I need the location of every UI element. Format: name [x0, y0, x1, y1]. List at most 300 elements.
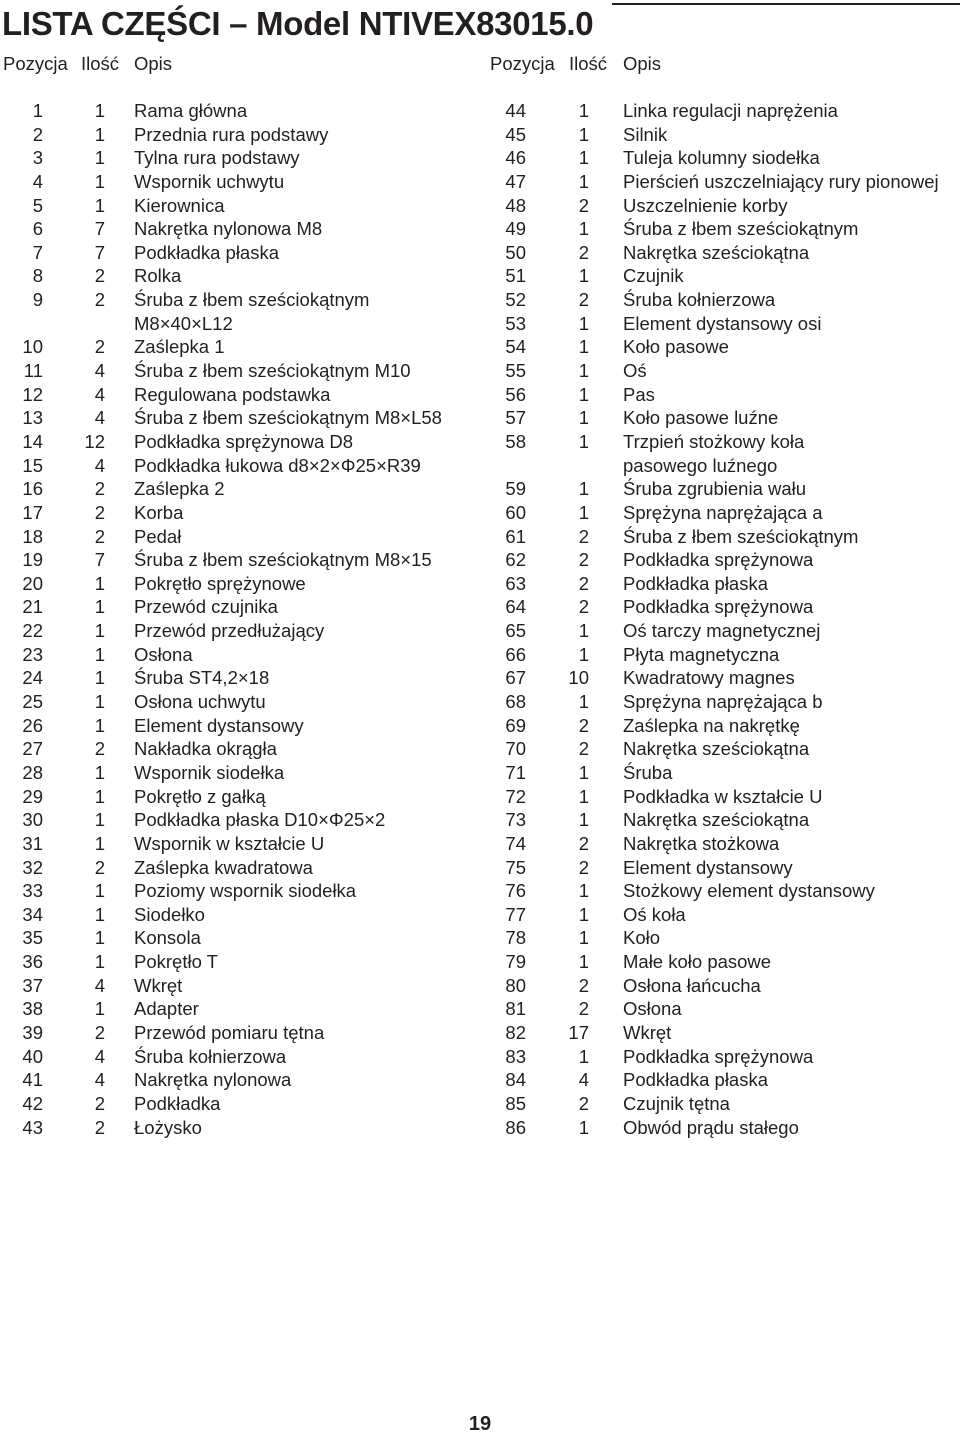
- part-description: Zaślepka na nakrętkę: [623, 714, 800, 736]
- part-description: Śruba z łbem sześciokątnym: [623, 218, 859, 240]
- part-quantity: 1: [94, 714, 105, 736]
- part-quantity: 1: [578, 147, 589, 169]
- part-quantity: 2: [578, 289, 589, 311]
- part-row: [0, 548, 480, 572]
- part-quantity: 1: [94, 170, 105, 192]
- part-position: 15: [22, 454, 43, 476]
- part-row: [490, 194, 960, 218]
- part-quantity: 7: [94, 218, 105, 240]
- part-quantity: 1: [94, 691, 105, 713]
- part-row: [490, 312, 960, 336]
- part-quantity: 4: [94, 383, 105, 405]
- part-quantity: 12: [84, 430, 105, 452]
- part-description: Przewód czujnika: [134, 596, 278, 618]
- part-quantity: 1: [94, 667, 105, 689]
- part-quantity: 1: [578, 903, 589, 925]
- part-quantity: 1: [94, 643, 105, 665]
- part-position: 46: [505, 147, 526, 169]
- part-description: Podkładka: [134, 1092, 221, 1114]
- part-row: [490, 525, 960, 549]
- part-quantity: 1: [578, 643, 589, 665]
- part-quantity: 1: [578, 761, 589, 783]
- part-position: 34: [22, 903, 43, 925]
- part-description: Nakrętka sześciokątna: [623, 738, 810, 760]
- part-position: 40: [22, 1045, 43, 1067]
- header-quantity: Ilość: [81, 53, 120, 74]
- part-description: Przednia rura podstawy: [134, 123, 329, 145]
- part-quantity: 17: [568, 1021, 589, 1043]
- part-description: M8×40×L12: [134, 312, 233, 334]
- part-position: 86: [505, 1116, 526, 1138]
- part-position: 6: [32, 218, 43, 240]
- part-position: 9: [32, 289, 43, 311]
- part-position: 30: [22, 809, 43, 831]
- part-quantity: 2: [94, 265, 105, 287]
- part-row: [0, 383, 480, 407]
- top-rule: [612, 3, 960, 5]
- part-description: Oś: [623, 360, 647, 382]
- page-number: 19: [468, 1413, 492, 1435]
- part-row: [0, 1021, 480, 1045]
- part-description: Siodełko: [134, 903, 205, 925]
- part-row: [0, 359, 480, 383]
- part-position: 12: [22, 383, 43, 405]
- part-position: 19: [22, 549, 43, 571]
- part-description: Sprężyna naprężająca a: [623, 501, 823, 523]
- part-row: [490, 1092, 960, 1116]
- part-position: 81: [505, 998, 526, 1020]
- part-row: [0, 619, 480, 643]
- part-quantity: 1: [578, 620, 589, 642]
- part-quantity: 1: [578, 1116, 589, 1138]
- part-description: Regulowana podstawka: [134, 383, 331, 405]
- part-row: [490, 288, 960, 312]
- parts-column-right: [490, 52, 960, 1139]
- part-description: Wkręt: [134, 974, 183, 996]
- part-description: Uszczelnienie korby: [623, 194, 788, 216]
- part-position: 66: [505, 643, 526, 665]
- part-description: Czujnik: [623, 265, 684, 287]
- part-description: Pierścień uszczelniający rury pionowej: [623, 170, 939, 192]
- part-position: 77: [505, 903, 526, 925]
- part-quantity: 1: [94, 880, 105, 902]
- part-position: 5: [32, 194, 43, 216]
- part-row: [0, 241, 480, 265]
- part-position: 38: [22, 998, 43, 1020]
- part-quantity: 1: [578, 100, 589, 121]
- part-description: Podkładka płaska D10×Φ25×2: [134, 809, 386, 831]
- part-description: Pokrętło z gałką: [134, 785, 266, 807]
- part-description: Wspornik w kształcie U: [134, 832, 325, 854]
- part-position: 42: [22, 1092, 43, 1114]
- part-description: Śruba z łbem sześciokątnym: [134, 289, 370, 311]
- part-description: Koło pasowe luźne: [623, 407, 779, 429]
- part-quantity: 2: [578, 1092, 589, 1114]
- part-position: 84: [505, 1069, 526, 1091]
- part-description: Przewód pomiaru tętna: [134, 1021, 325, 1043]
- part-description: Śruba: [623, 761, 673, 783]
- part-row: [0, 690, 480, 714]
- part-quantity: 1: [578, 407, 589, 429]
- part-quantity: 2: [94, 1092, 105, 1114]
- part-row: [490, 997, 960, 1021]
- part-description: Pokrętło T: [134, 951, 218, 973]
- part-description: Pokrętło sprężynowe: [134, 572, 306, 594]
- part-position: 17: [22, 501, 43, 523]
- part-quantity: 4: [94, 407, 105, 429]
- part-row: [0, 997, 480, 1021]
- part-quantity: 2: [578, 832, 589, 854]
- part-description: Śruba kołnierzowa: [623, 289, 776, 311]
- part-position: 8: [32, 265, 43, 287]
- part-quantity: 2: [94, 478, 105, 500]
- part-description: Małe koło pasowe: [623, 951, 772, 973]
- part-position: 70: [505, 738, 526, 760]
- part-description: Śruba ST4,2×18: [134, 667, 270, 689]
- part-description: Koło: [623, 927, 661, 949]
- part-position: 31: [22, 832, 43, 854]
- part-description: Rolka: [134, 265, 182, 287]
- part-position: 20: [22, 572, 43, 594]
- part-description: Czujnik tętna: [623, 1092, 730, 1114]
- part-row: [0, 123, 480, 147]
- part-position: 23: [22, 643, 43, 665]
- part-row: [0, 903, 480, 927]
- part-row: [0, 477, 480, 501]
- part-position: 68: [505, 691, 526, 713]
- part-row: [490, 974, 960, 998]
- part-description: Element dystansowy: [134, 714, 304, 736]
- column-header: [490, 52, 960, 76]
- part-description: Poziomy wspornik siodełka: [134, 880, 357, 902]
- part-row: [490, 808, 960, 832]
- part-row: [490, 856, 960, 880]
- part-quantity: 4: [94, 454, 105, 476]
- part-position: 82: [505, 1021, 526, 1043]
- part-row: [490, 1116, 960, 1140]
- part-quantity: 2: [94, 1116, 105, 1138]
- header-description: Opis: [134, 53, 173, 74]
- part-row: [0, 856, 480, 880]
- part-row: [490, 264, 960, 288]
- part-row: [490, 241, 960, 265]
- part-position: 58: [505, 430, 526, 452]
- part-row: [0, 737, 480, 761]
- part-position: 72: [505, 785, 526, 807]
- part-quantity: 1: [94, 761, 105, 783]
- part-description: Osłona uchwytu: [134, 691, 266, 713]
- parts-list-left: [0, 99, 480, 1139]
- part-row: [0, 1068, 480, 1092]
- part-quantity: 1: [578, 691, 589, 713]
- part-row: [490, 454, 960, 478]
- part-quantity: 4: [94, 1045, 105, 1067]
- part-quantity: 2: [578, 738, 589, 760]
- part-position: 79: [505, 951, 526, 973]
- part-quantity: 1: [578, 1045, 589, 1067]
- part-quantity: 1: [578, 785, 589, 807]
- part-description: Kierownica: [134, 194, 225, 216]
- part-quantity: 2: [578, 974, 589, 996]
- part-position: 21: [22, 596, 43, 618]
- part-position: 26: [22, 714, 43, 736]
- part-quantity: 1: [578, 312, 589, 334]
- part-description: Podkładka łukowa d8×2×Φ25×R39: [134, 454, 421, 476]
- part-row: [490, 501, 960, 525]
- part-position: 7: [32, 241, 43, 263]
- part-row: [490, 99, 960, 123]
- part-quantity: 1: [578, 383, 589, 405]
- part-description: Stożkowy element dystansowy: [623, 880, 875, 902]
- part-position: 44: [505, 100, 526, 121]
- part-row: [490, 548, 960, 572]
- part-row: [0, 335, 480, 359]
- page-title: LISTA CZĘŚCI – Model NTIVEX83015.0: [2, 5, 594, 42]
- part-quantity: 2: [94, 856, 105, 878]
- part-description: Nakrętka stożkowa: [623, 832, 780, 854]
- part-row: [0, 1116, 480, 1140]
- part-row: [0, 406, 480, 430]
- part-position: 55: [505, 360, 526, 382]
- part-quantity: 2: [578, 998, 589, 1020]
- part-quantity: 2: [578, 549, 589, 571]
- part-description: Podkładka płaska: [623, 1069, 769, 1091]
- part-quantity: 1: [578, 501, 589, 523]
- part-description: Element dystansowy osi: [623, 312, 822, 334]
- part-quantity: 1: [94, 903, 105, 925]
- part-description: Podkładka w kształcie U: [623, 785, 823, 807]
- part-quantity: 2: [578, 194, 589, 216]
- part-description: Wspornik uchwytu: [134, 170, 285, 192]
- part-description: Podkładka sprężynowa: [623, 1045, 814, 1067]
- part-position: 47: [505, 170, 526, 192]
- part-quantity: 2: [94, 336, 105, 358]
- part-row: [490, 1068, 960, 1092]
- part-description: Pas: [623, 383, 655, 405]
- part-quantity: 10: [568, 667, 589, 689]
- part-description: Wspornik siodełka: [134, 761, 285, 783]
- part-position: 22: [22, 620, 43, 642]
- header-quantity: Ilość: [569, 53, 608, 74]
- part-row: [0, 643, 480, 667]
- part-description: pasowego luźnego: [623, 454, 778, 476]
- part-description: Śruba z łbem sześciokątnym M10: [134, 360, 411, 382]
- part-quantity: 2: [578, 525, 589, 547]
- part-quantity: 2: [94, 289, 105, 311]
- part-description: Kwadratowy magnes: [623, 667, 795, 689]
- part-position: 43: [22, 1116, 43, 1138]
- part-quantity: 7: [94, 241, 105, 263]
- part-quantity: 1: [94, 785, 105, 807]
- part-position: 32: [22, 856, 43, 878]
- part-position: 16: [22, 478, 43, 500]
- part-position: 49: [505, 218, 526, 240]
- part-row: [490, 123, 960, 147]
- part-position: 18: [22, 525, 43, 547]
- part-quantity: 1: [578, 951, 589, 973]
- header-position: Pozycja: [3, 53, 68, 74]
- part-row: [0, 926, 480, 950]
- part-quantity: 2: [94, 1021, 105, 1043]
- part-row: [0, 595, 480, 619]
- part-row: [490, 170, 960, 194]
- part-position: 61: [505, 525, 526, 547]
- part-description: Osłona: [623, 998, 682, 1020]
- part-description: Obwód prądu stałego: [623, 1116, 799, 1138]
- column-header: [0, 52, 480, 76]
- part-row: [0, 761, 480, 785]
- part-quantity: 1: [94, 809, 105, 831]
- part-quantity: 1: [578, 123, 589, 145]
- part-row: [490, 903, 960, 927]
- part-position: 51: [505, 265, 526, 287]
- part-row: [490, 146, 960, 170]
- part-position: 41: [22, 1069, 43, 1091]
- part-description: Zaślepka 2: [134, 478, 225, 500]
- part-position: 78: [505, 927, 526, 949]
- part-position: 65: [505, 620, 526, 642]
- part-row: [0, 430, 480, 454]
- part-quantity: 1: [578, 265, 589, 287]
- part-quantity: 1: [94, 832, 105, 854]
- part-position: 36: [22, 951, 43, 973]
- parts-column-left: [0, 52, 480, 1139]
- part-row: [490, 643, 960, 667]
- part-position: 24: [22, 667, 43, 689]
- part-description: Śruba z łbem sześciokątnym M8×L58: [134, 407, 442, 429]
- part-row: [0, 974, 480, 998]
- part-description: Konsola: [134, 927, 201, 949]
- part-description: Podkładka sprężynowa D8: [134, 430, 354, 452]
- part-position: 83: [505, 1045, 526, 1067]
- part-description: Nakrętka sześciokątna: [623, 809, 810, 831]
- part-quantity: 2: [94, 501, 105, 523]
- header-position: Pozycja: [490, 53, 555, 74]
- part-position: 75: [505, 856, 526, 878]
- part-description: Nakrętka nylonowa: [134, 1069, 292, 1091]
- part-row: [0, 572, 480, 596]
- part-quantity: 1: [94, 951, 105, 973]
- part-row: [490, 690, 960, 714]
- part-row: [0, 1092, 480, 1116]
- part-quantity: 1: [578, 336, 589, 358]
- part-description: Trzpień stożkowy koła: [623, 430, 805, 452]
- part-position: 29: [22, 785, 43, 807]
- part-position: 1: [32, 100, 43, 121]
- part-description: Śruba zgrubienia wału: [623, 478, 807, 500]
- part-position: 48: [505, 194, 526, 216]
- part-row: [490, 383, 960, 407]
- part-quantity: 1: [578, 927, 589, 949]
- part-quantity: 4: [94, 1069, 105, 1091]
- part-row: [0, 501, 480, 525]
- part-row: [0, 832, 480, 856]
- part-quantity: 2: [578, 596, 589, 618]
- part-row: [0, 146, 480, 170]
- part-quantity: 1: [94, 194, 105, 216]
- part-row: [0, 194, 480, 218]
- part-quantity: 1: [94, 927, 105, 949]
- part-position: 4: [32, 170, 43, 192]
- part-description: Zaślepka kwadratowa: [134, 856, 313, 878]
- part-position: 39: [22, 1021, 43, 1043]
- part-row: [0, 312, 480, 336]
- part-quantity: 1: [578, 880, 589, 902]
- part-description: Sprężyna naprężająca b: [623, 691, 823, 713]
- part-position: 85: [505, 1092, 526, 1114]
- part-position: 73: [505, 809, 526, 831]
- part-position: 71: [505, 761, 526, 783]
- part-position: 37: [22, 974, 43, 996]
- part-position: 14: [22, 430, 43, 452]
- part-description: Łożysko: [134, 1116, 202, 1138]
- header-description: Opis: [623, 53, 662, 74]
- part-row: [490, 950, 960, 974]
- part-description: Podkładka sprężynowa: [623, 549, 814, 571]
- part-position: 59: [505, 478, 526, 500]
- part-position: 11: [23, 360, 43, 382]
- part-description: Wkręt: [623, 1021, 672, 1043]
- part-position: 52: [505, 289, 526, 311]
- part-quantity: 2: [94, 738, 105, 760]
- part-row: [490, 761, 960, 785]
- part-position: 53: [505, 312, 526, 334]
- part-row: [490, 430, 960, 454]
- part-quantity: 2: [578, 241, 589, 263]
- part-description: Adapter: [134, 998, 199, 1020]
- part-row: [490, 619, 960, 643]
- part-quantity: 1: [94, 123, 105, 145]
- part-position: 56: [505, 383, 526, 405]
- part-quantity: 1: [94, 998, 105, 1020]
- part-quantity: 2: [578, 572, 589, 594]
- part-row: [490, 879, 960, 903]
- part-description: Płyta magnetyczna: [623, 643, 780, 665]
- part-description: Podkładka płaska: [134, 241, 280, 263]
- part-quantity: 1: [94, 596, 105, 618]
- part-position: 64: [505, 596, 526, 618]
- part-description: Silnik: [623, 123, 668, 145]
- part-description: Nakładka okrągła: [134, 738, 277, 760]
- part-row: [0, 666, 480, 690]
- part-row: [490, 477, 960, 501]
- part-quantity: 4: [94, 974, 105, 996]
- part-description: Zaślepka 1: [134, 336, 225, 358]
- part-description: Śruba z łbem sześciokątnym: [623, 525, 859, 547]
- part-description: Korba: [134, 501, 184, 523]
- part-position: 54: [505, 336, 526, 358]
- part-row: [0, 950, 480, 974]
- part-row: [490, 217, 960, 241]
- part-row: [0, 217, 480, 241]
- part-description: Oś koła: [623, 903, 686, 925]
- part-quantity: 4: [578, 1069, 589, 1091]
- part-position: 60: [505, 501, 526, 523]
- part-description: Oś tarczy magnetycznej: [623, 620, 821, 642]
- part-row: [490, 335, 960, 359]
- part-row: [0, 879, 480, 903]
- part-position: 76: [505, 880, 526, 902]
- part-position: 13: [22, 407, 43, 429]
- part-row: [490, 359, 960, 383]
- part-row: [490, 572, 960, 596]
- part-position: 57: [505, 407, 526, 429]
- part-row: [490, 832, 960, 856]
- part-quantity: 1: [578, 478, 589, 500]
- part-position: 63: [505, 572, 526, 594]
- part-row: [0, 1045, 480, 1069]
- part-position: 28: [22, 761, 43, 783]
